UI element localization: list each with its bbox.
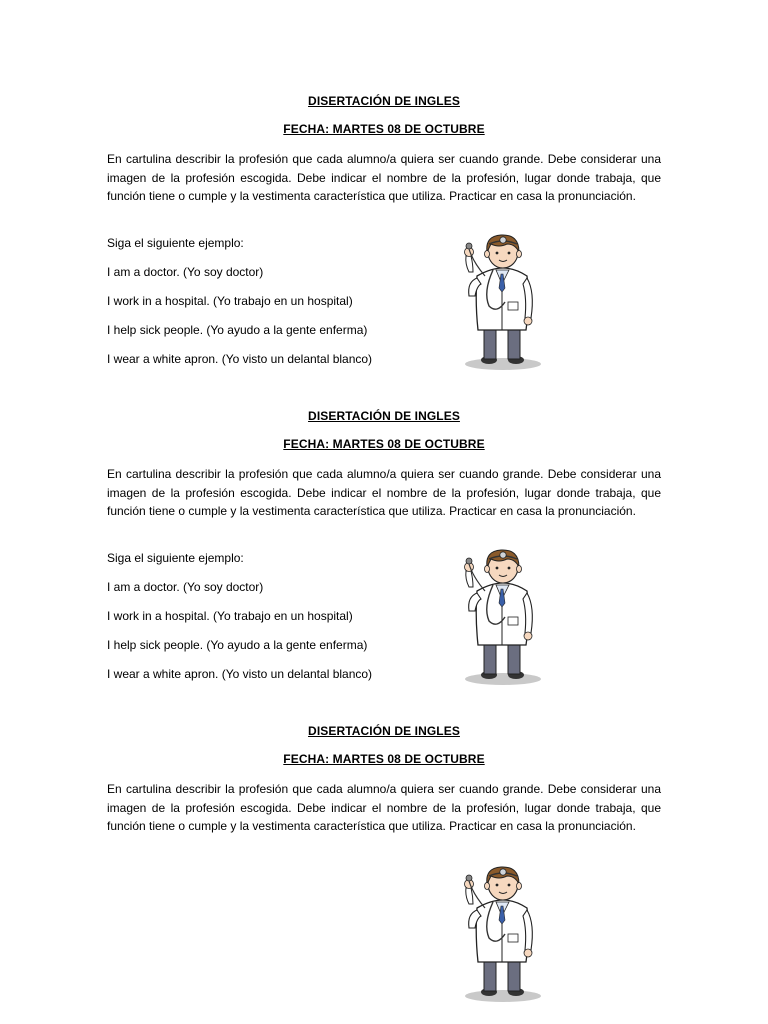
example-line-4: I wear a white apron. (Yo visto un delantal blanco): [107, 667, 373, 681]
section-date: FECHA: MARTES 08 DE OCTUBRE: [283, 122, 485, 136]
example-line-4: I wear a white apron. (Yo visto un delantal blanco): [107, 352, 373, 366]
section-1: [107, 94, 661, 384]
example-line-2: I work in a hospital. (Yo trabajo en un hospital): [107, 609, 353, 623]
example-intro: Siga el siguiente ejemplo:: [107, 236, 244, 250]
example-line-3: I help sick people. (Yo ayudo a la gente enferma): [107, 638, 368, 652]
example-line-1: I am a doctor. (Yo soy doctor): [107, 580, 264, 594]
instructions-paragraph: En cartulina describir la profesión que cada alumno/a quiera ser cuando grande. Debe considerar una imagen de la profesión escogida. Debe indicar el nombre de la profesión, lugar donde trabaja, que función tiene o cumple y la vestimenta característica que utiliza. Practicar en casa la pronunciación.: [107, 467, 661, 519]
doctor-illustration-icon: [463, 864, 543, 1004]
instructions-paragraph: En cartulina describir la profesión que cada alumno/a quiera ser cuando grande. Debe considerar una imagen de la profesión escogida. Debe indicar el nombre de la profesión, lugar donde trabaja, que función tiene o cumple y la vestimenta característica que utiliza. Practicar en casa la pronunciación.: [107, 782, 661, 834]
section-3: [107, 724, 661, 874]
example-line-3: I help sick people. (Yo ayudo a la gente enferma): [107, 323, 368, 337]
example-line-2: I work in a hospital. (Yo trabajo en un hospital): [107, 294, 353, 308]
section-date: FECHA: MARTES 08 DE OCTUBRE: [283, 437, 485, 451]
example-line-1: I am a doctor. (Yo soy doctor): [107, 265, 264, 279]
doctor-illustration-icon: [463, 547, 543, 687]
section-title: DISERTACIÓN DE INGLES: [308, 409, 460, 423]
section-2: [107, 409, 661, 699]
section-date: FECHA: MARTES 08 DE OCTUBRE: [283, 752, 485, 766]
section-title: DISERTACIÓN DE INGLES: [308, 724, 460, 738]
section-title: DISERTACIÓN DE INGLES: [308, 94, 460, 108]
instructions-paragraph: En cartulina describir la profesión que cada alumno/a quiera ser cuando grande. Debe considerar una imagen de la profesión escogida. Debe indicar el nombre de la profesión, lugar donde trabaja, que función tiene o cumple y la vestimenta característica que utiliza. Practicar en casa la pronunciación.: [107, 152, 661, 204]
doctor-illustration-icon: [463, 232, 543, 372]
example-intro: Siga el siguiente ejemplo:: [107, 551, 244, 565]
